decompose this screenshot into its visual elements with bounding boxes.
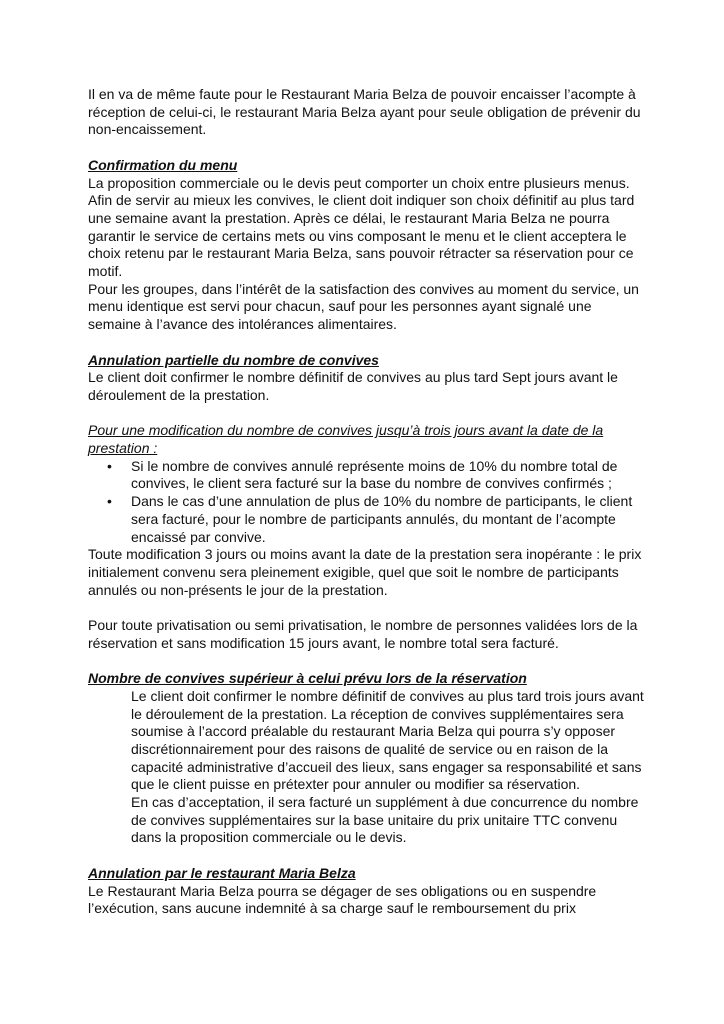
document-page (88, 86, 648, 918)
extra-indented-block (88, 688, 648, 847)
partial-bullet-list (88, 458, 648, 547)
menu-paragraph-1: La proposition commerciale ou le devis peut comporter un choix entre plusieurs menus. Afin de servir au mieux les convives, le client doit indiquer son choix définitif au plus tard une semaine avant la prestation. Après ce délai, le restaurant Maria Belza ne pourra garantir le service de certains mets ou vins composant le menu et le client acceptera le choix retenu par le restaurant Maria Belza, sans pouvoir rétracter sa réservation pour ce motif. (88, 174, 635, 280)
menu-paragraph-2: Pour les groupes, dans l’intérêt de la satisfaction des convives au moment du service, un menu identique est servi pour chacun, sauf pour les personnes ayant signalé une semaine à l’avance des intolérances alimentaires. (88, 280, 639, 333)
spacer (88, 139, 648, 157)
list-item-text: Dans le cas d’une annulation de plus de 10% du nombre de participants, le client sera facturé, pour le nombre de participants annulés, du montant de l’acompte encaissé par convive. (131, 493, 633, 545)
spacer (88, 652, 648, 670)
list-item-text: Si le nombre de convives annulé représente moins de 10% du nombre total de convives, le client sera facturé sur la base du nombre de convives confirmés ; (131, 457, 618, 492)
bullet-icon: • (107, 493, 112, 510)
cancel-heading: Annulation par le restaurant Maria Belza (88, 864, 356, 881)
partial-paragraph-3: Pour toute privatisation ou semi privatisation, le nombre de personnes validées lors de la réservation et sans modification 15 jours avant, le nombre total sera facturé. (88, 617, 638, 651)
spacer (88, 847, 648, 865)
extra-paragraph-1: Le client doit confirmer le nombre définitif de convives au plus tard trois jours avant le déroulement de la prestation. La réception de convives supplémentaires sera soumise à l’accord préalable du restaurant Maria Belza qui pourra s’y opposer discrétionnairement pour des raisons de qualité de service ou en raison de la capacité administrative d’accueil des lieux, sans engager sa responsabilité et sans que le client puisse en prétexter pour annuler ou modifier sa réservation. (131, 687, 644, 793)
bullet-icon: • (107, 457, 112, 474)
spacer (88, 405, 648, 423)
partial-paragraph-1: Le client doit confirmer le nombre définitif de convives au plus tard Sept jours avant le déroulement de la prestation. (88, 369, 618, 403)
intro-paragraph: Il en va de même faute pour le Restaurant Maria Belza de pouvoir encaisser l’acompte à réception de celui-ci, le restaurant Maria Belza ayant pour seule obligation de prévenir du non-encaissement. (88, 86, 641, 138)
cancel-paragraph-1: Le Restaurant Maria Belza pourra se dégager de ses obligations ou en suspendre l’exécution, sans aucune indemnité à sa charge sauf le remboursement du prix (88, 882, 597, 917)
partial-heading: Annulation partielle du nombre de convives (88, 351, 379, 368)
partial-subheading: Pour une modification du nombre de convives jusqu’à trois jours avant la date de la prestation : (88, 422, 604, 457)
list-item (107, 493, 648, 546)
spacer (88, 599, 648, 617)
extra-heading: Nombre de convives supérieur à celui prévu lors de la réservation (88, 670, 527, 687)
extra-paragraph-2: En cas d’acceptation, il sera facturé un supplément à due concurrence du nombre de convives supplémentaires sur la base unitaire du prix unitaire TTC convenu dans la proposition commerciale ou le devis. (131, 794, 639, 846)
list-item (107, 457, 648, 493)
partial-paragraph-2: Toute modification 3 jours ou moins avant la date de la prestation sera inopérante : le prix initialement convenu sera pleinement exigible, quel que soit le nombre de participants annulés ou non-présents le jour de la prestation. (88, 546, 642, 598)
menu-heading: Confirmation du menu (88, 156, 238, 173)
spacer (88, 334, 648, 352)
